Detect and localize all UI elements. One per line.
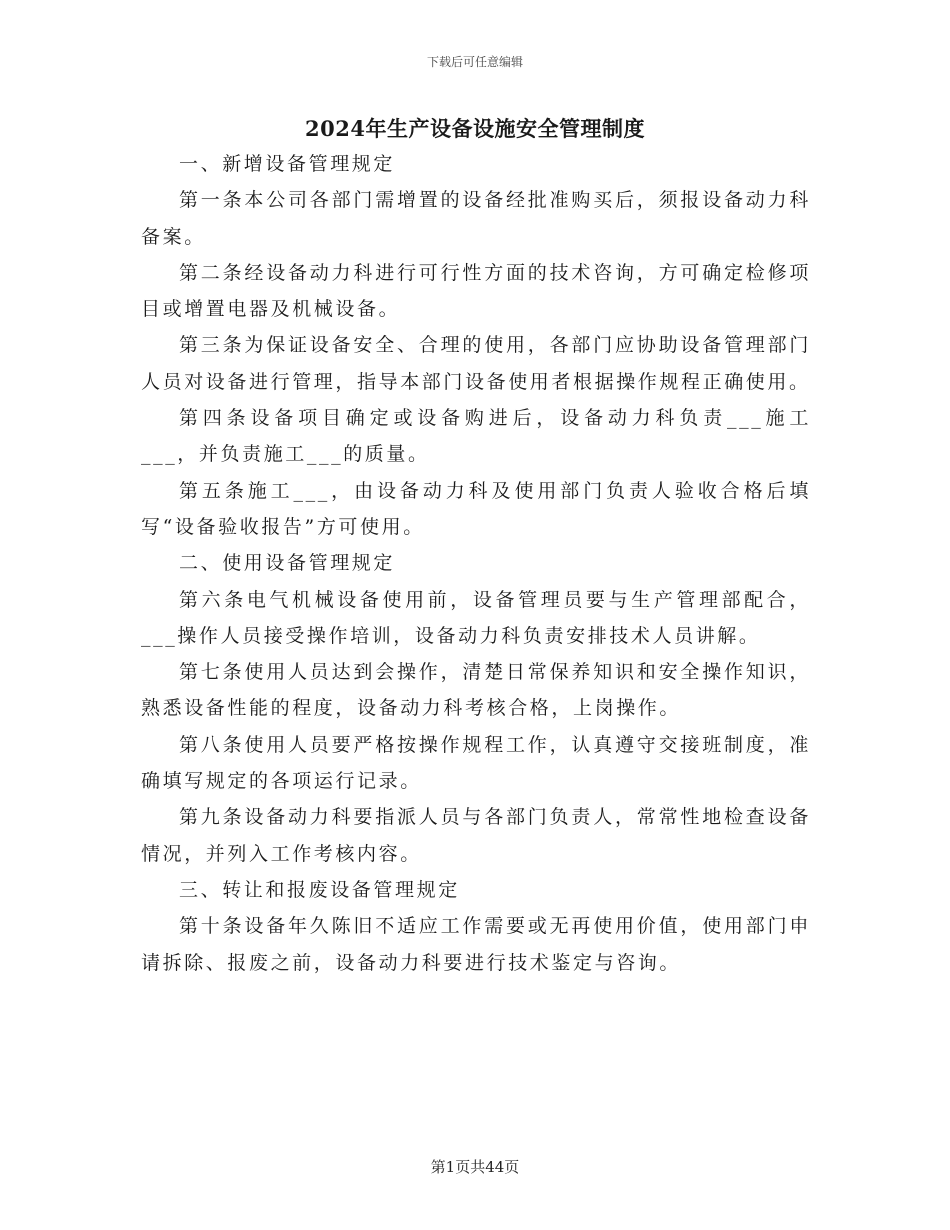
section-heading-usage: 二、使用设备管理规定 — [179, 552, 396, 575]
section-heading-transfer-scrap: 三、转让和报废设备管理规定 — [179, 878, 460, 901]
article-9: 第九条设备动力科要指派人员与各部门负责人，常常性地检查设备情况，并列入工作考核内容。 — [141, 806, 811, 865]
article-1: 第一条本公司各部门需增置的设备经批准购买后，须报设备动力科备案。 — [141, 189, 811, 248]
article-6: 第六条电气机械设备使用前，设备管理员要与生产管理部配合，___操作人员接受操作培训，设备动力科负责安排技术人员讲解。 — [141, 588, 811, 647]
article-5: 第五条施工___，由设备动力科及使用部门负责人验收合格后填写“设备验收报告”方可使用。 — [141, 479, 811, 538]
article-8: 第八条使用人员要严格按操作规程工作，认真遵守交接班制度，准确填写规定的各项运行记录。 — [141, 733, 811, 793]
article-4: 第四条设备项目确定或设备购进后，设备动力科负责___施工___，并负责施工___的质量。 — [141, 407, 811, 466]
document-body — [141, 146, 811, 981]
page-number-footer: 第1页共44页 — [430, 1158, 520, 1176]
document-title: 2024年生产设备设施安全管理制度 — [305, 116, 645, 141]
article-2: 第二条经设备动力科进行可行性方面的技术咨询，方可确定检修项目或增置电器及机械设备。 — [141, 261, 811, 321]
article-7: 第七条使用人员达到会操作，清楚日常保养知识和安全操作知识，熟悉设备性能的程度，设备动力科考核合格，上岗操作。 — [141, 661, 811, 720]
article-3: 第三条为保证设备安全、合理的使用，各部门应协助设备管理部门人员对设备进行管理，指导本部门设备使用者根据操作规程正确使用。 — [141, 334, 811, 393]
section-heading-new-equipment: 一、新增设备管理规定 — [179, 153, 396, 175]
header-note: 下载后可任意编辑 — [426, 55, 523, 69]
article-10: 第十条设备年久陈旧不适应工作需要或无再使用价值，使用部门申请拆除、报废之前，设备动力科要进行技术鉴定与咨询。 — [141, 915, 811, 974]
